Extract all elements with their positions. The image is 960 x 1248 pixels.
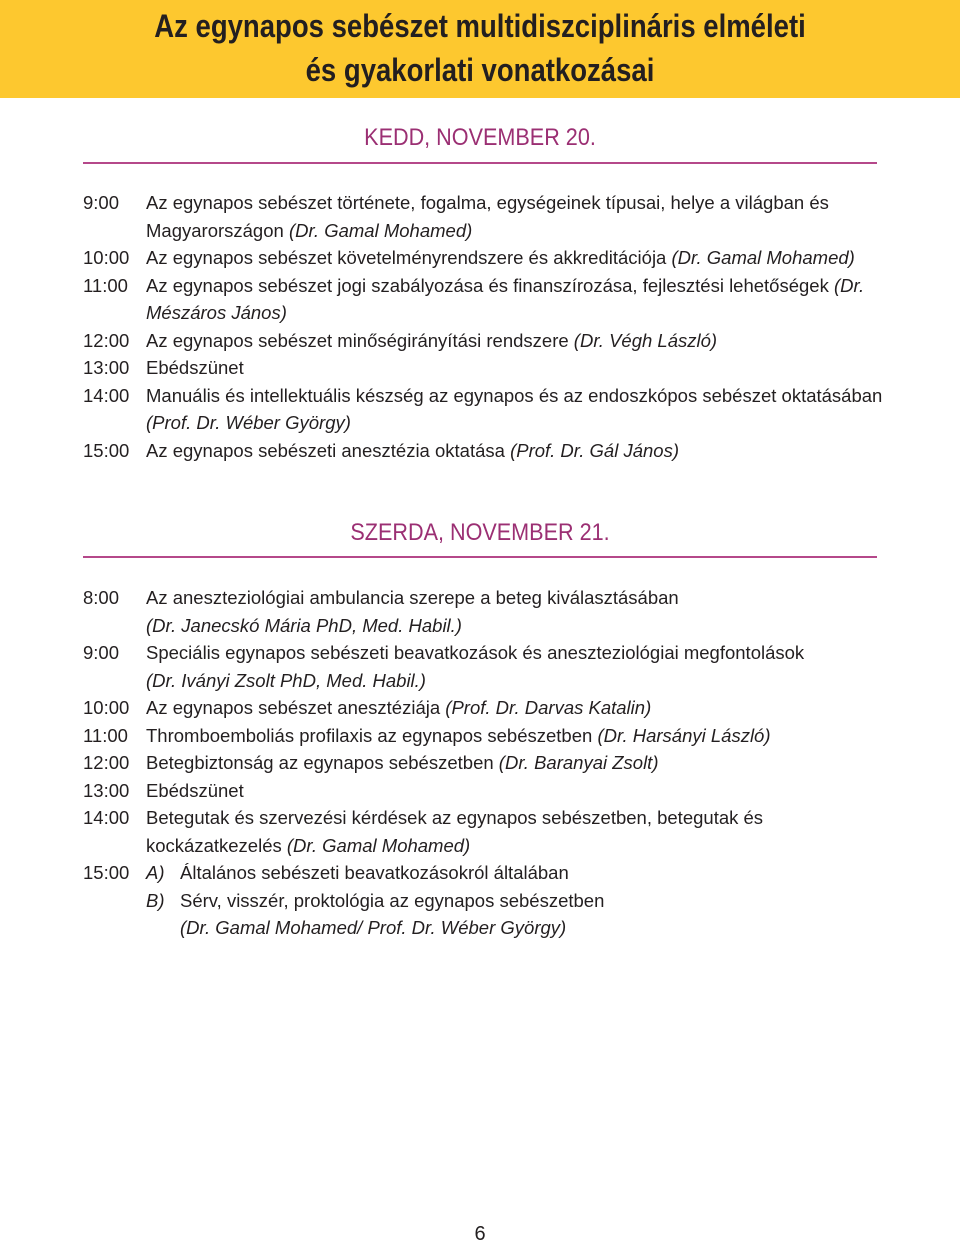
entry-time: 15:00 — [83, 862, 130, 883]
entry-time: 13:00 — [83, 779, 130, 801]
entry-time: 11:00 — [83, 724, 128, 746]
schedule-entry — [83, 804, 883, 859]
sub-topic-text: Sérv, visszér, proktológia az egynapos sebészetben — [180, 889, 605, 911]
schedule-entry — [83, 382, 883, 437]
entry-topic: Betegutak és szervezési kérdések az egynapos sebészetben, betegutak és kockázatkezelés — [146, 807, 764, 856]
entry-topic: Az aneszteziológiai ambulancia szerepe a beteg kiválasztásában — [146, 587, 679, 608]
entry-speaker: (Dr. Végh László) — [573, 329, 718, 351]
entry-topic: Ebédszünet — [146, 779, 244, 801]
day-heading-wednesday: SZERDA, NOVEMBER 21. — [350, 519, 610, 546]
entry-topic: Az egynapos sebészet története, fogalma, egységeinek típusai, helye a világban és Magyarországon — [146, 192, 829, 241]
entry-topic: Az egynapos sebészet követelményrendszere és akkreditációja — [146, 247, 672, 268]
schedule-entry — [83, 749, 883, 777]
sub-topic-a — [146, 859, 883, 887]
schedule-entry — [83, 777, 883, 805]
entry-speaker: (Prof. Dr. Darvas Katalin) — [445, 697, 652, 718]
schedule-tuesday — [83, 189, 883, 464]
entry-speaker: (Prof. Dr. Wéber György) — [146, 412, 351, 433]
entry-speaker: (Dr. Mészáros János) — [146, 274, 865, 323]
title-line-2: és gyakorlati vonatkozásai — [305, 52, 655, 88]
page-title — [67, 4, 893, 92]
entry-time: 15:00 — [83, 439, 130, 461]
entry-topic: Az egynapos sebészeti anesztézia oktatása — [146, 439, 511, 461]
entry-time: 14:00 — [83, 807, 130, 828]
sub-topic-letter: B) — [146, 889, 165, 911]
entry-speaker: (Prof. Dr. Gál János) — [510, 439, 680, 461]
schedule-entry — [83, 244, 883, 272]
section-divider — [83, 556, 877, 558]
entry-speaker: (Dr. Gamal Mohamed) — [286, 834, 471, 856]
schedule-entry — [83, 694, 883, 722]
entry-time: 14:00 — [83, 384, 130, 406]
entry-time: 13:00 — [83, 357, 130, 378]
entry-time: 11:00 — [83, 274, 128, 296]
entry-time: 9:00 — [83, 642, 120, 663]
schedule-entry — [83, 584, 883, 639]
schedule-entry — [83, 189, 883, 244]
entry-topic: Betegbiztonság az egynapos sebészetben — [146, 752, 499, 773]
entry-time: 10:00 — [83, 247, 130, 268]
sub-topic-letter: A) — [146, 862, 165, 883]
sub-topic-b — [146, 887, 883, 915]
entry-speaker: (Dr. Baranyai Zsolt) — [498, 752, 659, 773]
entry-topic: Manuális és intellektuális készség az egynapos és az endoszkópos sebészet oktatásában — [146, 384, 883, 406]
schedule-entry — [83, 272, 883, 327]
entry-topic: Thromboemboliás profilaxis az egynapos sebészetben — [146, 724, 598, 746]
entry-speaker: (Dr. Iványi Zsolt PhD, Med. Habil.) — [146, 669, 426, 691]
sub-topic-text: Általános sebészeti beavatkozásokról általában — [180, 862, 569, 883]
section-divider — [83, 162, 877, 164]
schedule-entry — [83, 354, 883, 382]
schedule-entry — [83, 327, 883, 355]
entry-topic: Az egynapos sebészet jogi szabályozása és finanszírozása, fejlesztési lehetőségek — [146, 274, 834, 296]
entry-speaker: (Dr. Janecskó Mária PhD, Med. Habil.) — [146, 614, 462, 636]
entry-time: 12:00 — [83, 752, 130, 773]
sub-topic-speakers — [146, 914, 883, 942]
entry-topic: Az egynapos sebészet minőségirányítási rendszere — [146, 329, 574, 351]
entry-topic: Ebédszünet — [146, 357, 244, 378]
entry-speaker: (Dr. Gamal Mohamed) — [288, 219, 473, 241]
entry-time: 12:00 — [83, 329, 130, 351]
entry-time: 10:00 — [83, 697, 130, 718]
entry-speaker: (Dr. Gamal Mohamed/ Prof. Dr. Wéber György) — [180, 917, 567, 938]
entry-speaker: (Dr. Gamal Mohamed) — [671, 247, 855, 268]
entry-speaker: (Dr. Harsányi László) — [597, 724, 771, 746]
schedule-entry — [83, 722, 883, 750]
title-line-1: Az egynapos sebészet multidiszciplináris elméleti — [154, 8, 806, 44]
entry-time: 8:00 — [83, 587, 120, 608]
entry-topic: Az egynapos sebészet anesztéziája — [146, 697, 446, 718]
schedule-entry — [83, 437, 883, 465]
schedule-entry — [83, 639, 883, 694]
schedule-entry — [83, 859, 883, 942]
day-heading-tuesday: KEDD, NOVEMBER 20. — [364, 124, 596, 151]
schedule-wednesday — [83, 584, 883, 942]
title-banner — [0, 0, 960, 98]
entry-time: 9:00 — [83, 192, 120, 213]
entry-topic: Speciális egynapos sebészeti beavatkozások és aneszteziológiai megfontolások — [146, 642, 805, 663]
page-number: 6 — [474, 1223, 486, 1245]
